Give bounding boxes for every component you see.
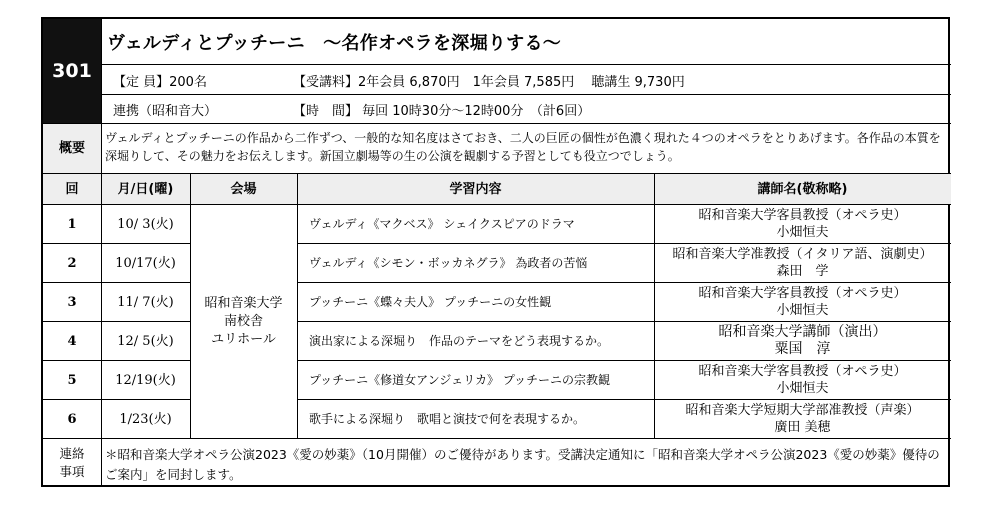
row-content: 演出家による深堀り 作品のテーマをどう表現するか。	[309, 333, 610, 348]
divider	[101, 19, 102, 487]
row-content: プッチーニ《蝶々夫人》 プッチーニの女性観	[309, 294, 552, 309]
divider	[101, 94, 951, 95]
divider	[297, 243, 951, 244]
row-lecturer	[654, 244, 951, 282]
divider	[297, 360, 951, 361]
divider	[43, 123, 951, 124]
divider	[43, 204, 951, 205]
row-no: 4	[67, 333, 77, 349]
summary-label: 概要	[43, 124, 101, 173]
lecturer-title: 昭和音楽大学客員教授（オペラ史）	[698, 364, 907, 379]
fee: 【受講料】2年会員 6,870円 1年会員 7,585円 聴講生 9,730円	[293, 75, 685, 90]
divider	[43, 360, 190, 361]
row-date: 10/17(火)	[115, 255, 176, 271]
lecturer-title: 昭和音楽大学客員教授（オペラ史）	[698, 208, 907, 223]
summary-text: ヴェルディとプッチーニの作品から二作ずつ、一般的な知名度はさておき、二人の巨匠の個性が色濃く現れた４つのオペラをとりあげます。各作品の本質を深堀りして、その魅力をお伝えします。新国立劇場等の生の公演を観劇する予習としても役立つでしょう。	[105, 131, 941, 163]
divider	[654, 174, 655, 438]
divider	[297, 282, 951, 283]
divider	[43, 243, 190, 244]
divider	[43, 399, 190, 400]
venue-line: ユリホール	[211, 331, 276, 347]
capacity: 【定 員】200名	[113, 75, 207, 90]
row-no: 1	[67, 216, 77, 232]
course-title: ヴェルディとプッチーニ ～名作オペラを深堀りする～	[107, 33, 562, 54]
notes-label	[43, 439, 101, 487]
row-date: 12/19(火)	[115, 372, 176, 388]
lecturer-name: 森田 学	[776, 264, 829, 279]
row-date: 1/23(火)	[119, 411, 172, 427]
lecturer-title: 昭和音楽大学講師（演出）	[718, 324, 887, 340]
row-lecturer	[654, 322, 951, 360]
row-content: 歌手による深堀り 歌唱と演技で何を表現するか。	[309, 411, 586, 426]
lecturer-name: 小畑恒夫	[776, 225, 829, 240]
row-lecturer	[654, 361, 951, 399]
divider	[43, 321, 190, 322]
row-content: ヴェルディ《シモン・ボッカネグラ》 為政者の苦悩	[309, 255, 588, 270]
row-date: 10/ 3(火)	[117, 216, 174, 232]
session-time: 【時 間】 毎回 10時30分～12時00分 （計6回）	[293, 104, 591, 119]
row-no: 5	[67, 372, 77, 388]
lecturer-name: 小畑恒夫	[776, 303, 829, 318]
divider	[101, 64, 951, 65]
row-no: 6	[67, 411, 77, 427]
lecturer-name: 粟国 淳	[774, 341, 831, 357]
row-content: プッチーニ《修道女アンジェリカ》 プッチーニの宗教観	[309, 372, 610, 387]
divider	[43, 173, 951, 174]
course-number: 301	[43, 19, 101, 123]
divider	[297, 399, 951, 400]
lecturer-name: 廣田 美穂	[774, 420, 831, 435]
row-lecturer	[654, 400, 951, 438]
venue-line: 南校舎	[223, 313, 263, 329]
lecturer-title: 昭和音楽大学准教授（イタリア語、演劇史）	[672, 247, 933, 262]
header-content: 学習内容	[297, 174, 654, 204]
row-date: 12/ 5(火)	[117, 333, 174, 349]
venue-cell	[190, 205, 297, 438]
row-lecturer	[654, 205, 951, 243]
course-card	[41, 17, 950, 487]
row-lecturer	[654, 283, 951, 321]
header-no: 回	[43, 174, 101, 204]
notes-text: ＊昭和音楽大学オペラ公演2023《愛の妙薬》（10月開催）のご優待があります。受講決定通知に「昭和音楽大学オペラ公演2023《愛の妙薬》優待のご案内」を同封します。	[105, 447, 940, 482]
lecturer-name: 小畑恒夫	[776, 381, 829, 396]
divider	[190, 174, 191, 438]
divider	[297, 321, 951, 322]
lecturer-title: 昭和音楽大学短期大学部准教授（声楽）	[685, 403, 920, 418]
header-lecturer: 講師名(敬称略)	[654, 174, 951, 204]
header-date: 月/日(曜)	[101, 174, 190, 204]
partner: 連携（昭和音大）	[113, 104, 218, 119]
row-content: ヴェルディ《マクベス》 シェイクスピアのドラマ	[309, 216, 575, 231]
lecturer-title: 昭和音楽大学客員教授（オペラ史）	[698, 286, 907, 301]
notes-label-line: 事項	[59, 464, 85, 479]
header-venue: 会場	[190, 174, 297, 204]
row-date: 11/ 7(火)	[117, 294, 174, 310]
notes-label-line: 連絡	[59, 446, 85, 461]
venue-line: 昭和音楽大学	[204, 295, 283, 311]
row-no: 2	[67, 255, 77, 271]
divider	[297, 174, 298, 438]
divider	[43, 438, 951, 439]
row-no: 3	[67, 294, 77, 310]
divider	[43, 282, 190, 283]
